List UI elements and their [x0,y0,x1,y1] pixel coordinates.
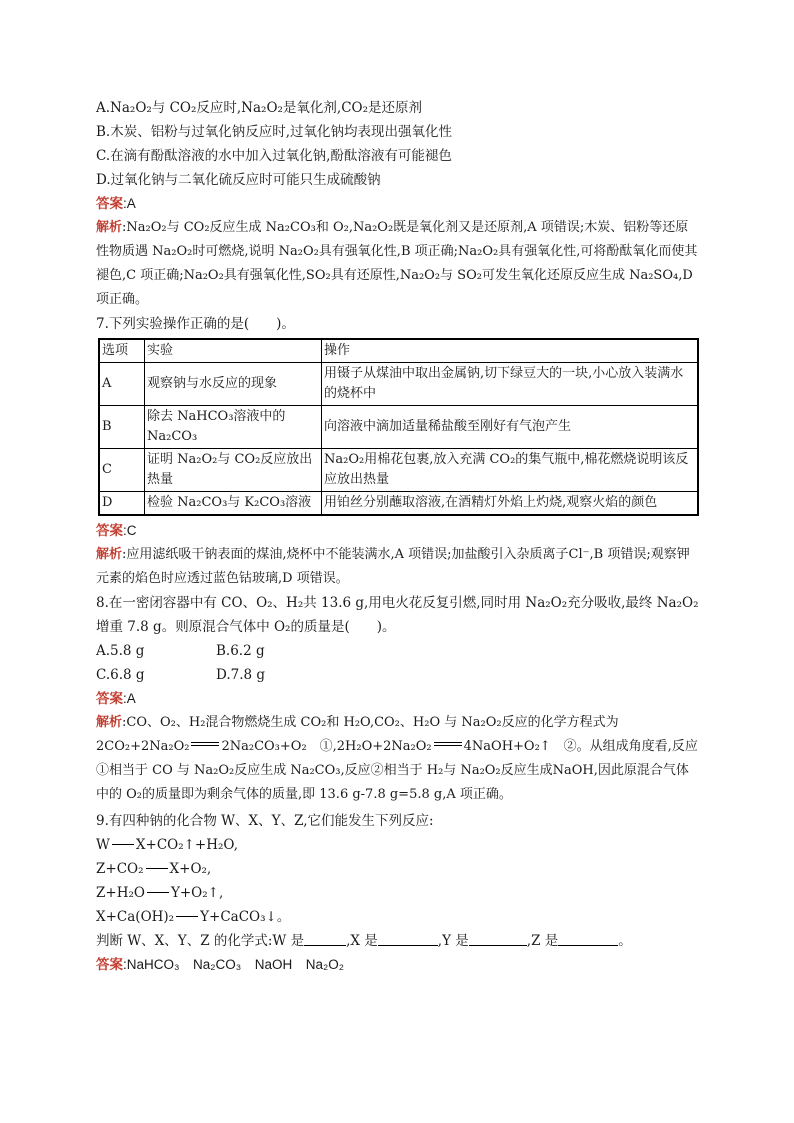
fill-text: ,X 是 [346,933,378,949]
table-row [99,406,698,449]
q6-option-d: D.过氧化钠与二氧化硫反应时可能只生成硫酸钠 [96,172,381,188]
table-row [99,363,698,406]
table-cell: 用镊子从煤油中取出金属钠,切下绿豆大的一块,小心放入装满水的烧杯中 [322,363,699,406]
q9-reaction-2 [96,857,700,881]
q6-answer-value: :A [123,196,136,211]
q9-stem: 9.有四种钠的化合物 W、X、Y、Z,它们能发生下列反应: [96,813,434,829]
fill-text: 。 [618,933,632,949]
q8-analysis-part-1: :CO、O₂、H₂混合物燃烧生成 CO₂和 H₂O,CO₂、H₂O 与 Na₂O₂反应的化学方程式为 2CO₂+2Na₂O₂ [96,715,619,754]
q9-fill-line [96,929,700,953]
arrow-icon [147,892,169,893]
q6-answer [96,192,700,216]
blank-w[interactable] [304,931,346,946]
q6-option-a: A.Na₂O₂与 CO₂反应时,Na₂O₂是氧化剂,CO₂是还原剂 [96,100,423,116]
reactant: Z+CO₂ [96,861,144,877]
q9-answer [96,953,700,977]
q7-answer-value: :C [123,523,137,538]
answer-label: 答案 [96,196,123,212]
table-cell: 观察钠与水反应的现象 [145,363,322,406]
header-cell: 操作 [322,339,699,363]
table-cell: D [99,492,145,516]
q7-stem: 7.下列实验操作正确的是( )。 [96,316,295,332]
q7-analysis [96,543,700,591]
equals-sign-icon [434,742,462,746]
table-cell: 用铂丝分别蘸取溶液,在酒精灯外焰上灼烧,观察火焰的颜色 [322,492,699,516]
q9-reaction-1 [96,833,700,857]
q8-options-row-2 [96,663,700,687]
table-header-row [99,339,698,363]
q8-answer [96,687,700,711]
arrow-icon [112,844,134,845]
arrow-icon [146,868,168,869]
table-cell: C [99,449,145,492]
answer-label: 答案 [96,957,123,973]
table-cell: 证明 Na₂O₂与 CO₂反应放出热量 [145,449,322,492]
q8-analysis-part-3: 4NaOH+O₂↑ ②。从组成角度看,反应①相当于 CO 与 Na₂O₂反应生成 Na₂CO₃,反应②相当于 H₂与 Na₂O₂反应生成NaOH,因此原混合气体中的 O₂的质量即为剩余气体的质量,即 13.6 g-7.8 g=5.8 g,A 项正确。 [96,739,698,802]
answer-label: 答案 [96,691,123,707]
blank-z[interactable] [558,931,618,946]
blank-x[interactable] [378,931,438,946]
fill-text: 判断 W、X、Y、Z 的化学式:W 是 [96,933,305,949]
q7-analysis-text: :应用滤纸吸干钠表面的煤油,烧杯中不能装满水,A 项错误;加盐酸引入杂质离子Cl⁻,B 项错误;观察钾元素的焰色时应透过蓝色钴玻璃,D 项错误。 [96,547,690,586]
q9-answer-value: :NaHCO₃ Na₂CO₃ NaOH Na₂O₂ [123,957,344,972]
q8-answer-value: :A [123,691,136,706]
q8-options-row-1 [96,639,700,663]
table-row [99,492,698,516]
q8-analysis [96,711,700,807]
q8-stem: 8.在一密闭容器中有 CO、O₂、H₂共 13.6 g,用电火花反复引燃,同时用 Na₂O₂充分吸收,最终 Na₂O₂增重 7.8 g。则原混合气体中 O₂的质量是( )。 [96,595,699,635]
q8-option-a: A.5.8 g [96,643,145,659]
table-cell: 检验 Na₂CO₃与 K₂CO₃溶液 [145,492,322,516]
arrow-icon [176,916,198,917]
analysis-label: 解析 [96,547,123,562]
reactant: X+Ca(OH)₂ [96,909,175,925]
reactant: W [96,837,110,853]
analysis-label: 解析 [96,220,123,235]
table-cell: 除去 NaHCO₃溶液中的Na₂CO₃ [145,406,322,449]
table-cell: A [99,363,145,406]
blank-y[interactable] [469,931,527,946]
analysis-label: 解析 [96,715,123,730]
table-cell: Na₂O₂用棉花包裹,放入充满 CO₂的集气瓶中,棉花燃烧说明该反应放出热量 [322,449,699,492]
q8-option-c: C.6.8 g [96,667,145,683]
q6-analysis [96,216,700,312]
q6-option-b: B.木炭、铝粉与过氧化钠反应时,过氧化钠均表现出强氧化性 [96,124,453,140]
q6-option-c: C.在滴有酚酞溶液的水中加入过氧化钠,酚酞溶液有可能褪色 [96,148,452,164]
q8-option-b: B.6.2 g [216,643,265,659]
product: Y+O₂↑, [170,885,224,901]
table-row [99,449,698,492]
document-page [96,96,700,977]
fill-text: ,Y 是 [437,933,469,949]
equals-sign-icon [191,742,219,746]
header-cell: 实验 [145,339,322,363]
reactant: Z+H₂O [96,885,145,901]
answer-label: 答案 [96,523,123,539]
product: Y+CaCO₃↓。 [200,909,291,925]
table-cell: B [99,406,145,449]
q9-reaction-4 [96,905,700,929]
q9-reaction-3 [96,881,700,905]
product: X+CO₂↑+H₂O, [135,837,238,853]
product: X+O₂, [169,861,212,877]
q7-answer [96,519,700,543]
fill-text: ,Z 是 [526,933,559,949]
q8-option-d: D.7.8 g [216,667,266,683]
q8-analysis-part-2: 2Na₂CO₃+O₂ ①,2H₂O+2Na₂O₂ [221,739,432,754]
q6-options [96,96,700,192]
q6-analysis-text: :Na₂O₂与 CO₂反应生成 Na₂CO₃和 O₂,Na₂O₂既是氧化剂又是还原剂,A 项错误;木炭、铝粉等还原性物质遇 Na₂O₂时可燃烧,说明 Na₂O₂具有强氧化性,B 项正确;Na₂O₂具有强氧化性,可将酚酞氧化而使其褪色,C 项正确;Na₂O₂具有强氧化性,SO₂具有还原性,Na₂O₂与 SO₂可发生氧化还原反应生成 Na₂SO₄,D 项正确。 [96,220,698,307]
table-cell: 向溶液中滴加适量稀盐酸至刚好有气泡产生 [322,406,699,449]
header-cell: 选项 [99,339,145,363]
q7-table [98,338,699,516]
